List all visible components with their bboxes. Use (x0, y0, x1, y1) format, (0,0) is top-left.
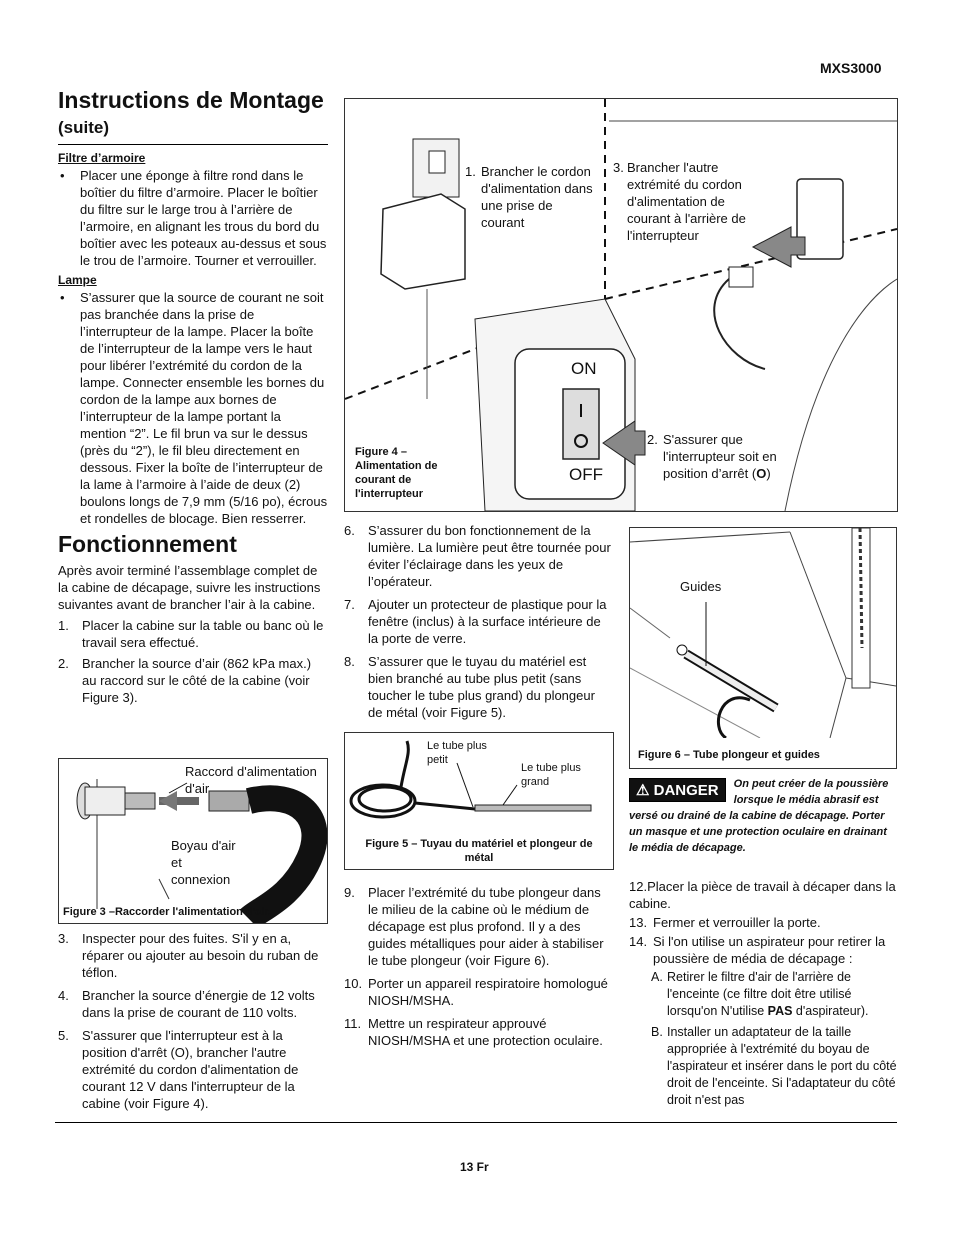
step-item: 14. Si l'on utilise un aspirateur pour retirer la poussière de média de décapage : (629, 934, 886, 966)
warning-triangle-icon: ⚠ (636, 782, 650, 799)
fonctionnement-heading: Fonctionnement (58, 531, 237, 557)
step-item: 7. Ajouter un protecteur de plastique pour la fenêtre (inclus) à la surface intérieure de la porte de verre. (344, 597, 607, 646)
danger-badge: ⚠ DANGER (629, 778, 726, 802)
off-label: OFF (569, 465, 603, 484)
column-middle (344, 522, 612, 725)
fig4-step1-num: 1. (465, 164, 476, 179)
step-item: 5. S'assurer que l'interrupteur est à la position d'arrêt (O), brancher l'autre extrémité du cordon d'alimentation de courant 12 V dans l'interrupteur de la cabine (voir Figure 4). (58, 1028, 299, 1111)
figure-5 (344, 732, 614, 870)
step-item: 4. Brancher la source d’énergie de 12 volts dans la prise de courant de 110 volts. (58, 988, 315, 1020)
step-item: 6. S’assurer du bon fonctionnement de la lumière. La lumière peut être tournée pour éviter l’éclairage dans les yeux de l’opérateur. (344, 523, 611, 589)
step-item: 13. Fermer et verrouiller la porte. (629, 915, 821, 930)
fig4-step2-num: 2. (647, 432, 658, 447)
figure-3 (58, 758, 328, 924)
lampe-text: • S’assurer que la source de courant ne soit pas branchée dans la prise de l’interrupteur de la lampe. Placer la boîte de l’interrupteur de la lampe vers le haut pour libérer l’extrémité du cordon de la lampe. Connecter ensemble les bornes du cordon de la lampe aux bornes de l’interrupteur de la lampe portant la mention “2”. Le fil brun va sur le dessus (près du “2”), le fil bleu directement en dessous. Fixer la boîte de l’interrupteur de la lame à l’armoire à l’aide de deux (2) boulons longs de 7,9 mm (5/16 po), écrous et rondelles de blocage. Bien resserrer. (58, 289, 328, 527)
filtre-text: • Placer une éponge à filtre rond dans le boîtier du filtre d’armoire. Placer le boîtier du filtre sur le large trou à l’arrière de l’armoire, en alignant les trous du bord du boîtier avec les poteaux au-dessus et sous le trou de l’armoire. Tourner et verrouiller. (58, 167, 328, 269)
figure-6-caption: Figure 6 – Tube plongeur et guides (638, 749, 820, 761)
on-label: ON (571, 359, 597, 378)
figure-3-caption: Figure 3 –Raccorder l'alimentation d'air. (63, 906, 272, 918)
column-right (629, 878, 897, 1109)
column-left (58, 88, 328, 710)
fig3-label-boyau: Boyau d'air et connexion (171, 838, 236, 887)
fig4-step2-label: S'assurer que l'interrupteur soit en position d’arrêt (O) (663, 432, 777, 481)
step-item: 2. Brancher la source d’air (862 kPa max.) au raccord sur le côté de la cabine (voir Figure 3). (58, 656, 312, 705)
fig4-step3-label: Brancher l'autre extrémité du cordon d'alimentation de courant à l'arrière de l'interrupteur (627, 160, 746, 243)
fig5-label-small: Le tube plus petit (427, 740, 487, 766)
page-title: Instructions de Montage (suite) (58, 87, 324, 137)
step-item: 8. S’assurer que le tuyau du matériel est bien branché au tube plus petit (sans toucher le tube plus grand) du plongeur de métal (voir Figure 5). (344, 654, 595, 720)
column-left-lower (58, 930, 328, 1116)
figure-5-caption: Figure 5 – Tuyau du matériel et plongeur de métal (365, 838, 593, 864)
fig4-step1-label: Brancher le cordon d'alimentation dans une prise de courant (481, 164, 593, 230)
title-rule (58, 144, 328, 145)
steps-list-a (58, 617, 328, 706)
step-item: 9. Placer l’extrémité du tube plongeur dans le milieu de la cabine où le médium de décapage est plus profond. Il y a des guides métalliques pour aider à stabiliser le tube plongeur (voir Figure 6). (344, 885, 604, 968)
footer-rule (55, 1122, 897, 1123)
step-item: 3. Inspecter pour des fuites. S'il y en a, réparer ou ajouter au besoin du ruban de téflon. (58, 931, 319, 980)
model-number: MXS3000 (820, 60, 882, 76)
fig3-label-raccord: Raccord d'alimentation d'air (185, 764, 317, 796)
figure-4-caption: Figure 4 – Alimentation de courant de l'interrupteur (355, 446, 438, 500)
fig6-label-guides: Guides (680, 579, 722, 594)
danger-text: On peut créer de la poussière lorsque le média abrasif est versé ou drainé de la cabine de décapage. Porter un masque et une protection oculaire en drainant le média de décapage. (629, 778, 889, 854)
step-item: 11. Mettre un respirateur approuvé NIOSH/MSHA et une protection oculaire. (344, 1016, 603, 1048)
figure-4 (344, 98, 898, 512)
danger-notice (629, 776, 897, 856)
filtre-heading: Filtre d’armoire (58, 151, 146, 165)
step-item: 10. Porter un appareil respiratoire homologué NIOSH/MSHA. (344, 976, 608, 1008)
step-item: 12.Placer la pièce de travail à décaper dans la cabine. (629, 879, 896, 911)
fig5-label-large: Le tube plus grand (521, 762, 581, 788)
fig4-step3-num: 3. (613, 160, 624, 175)
step-item: 1. Placer la cabine sur la table ou banc où le travail sera effectué. (58, 618, 324, 650)
column-middle-lower (344, 884, 612, 1053)
page-number: 13 Fr (460, 1160, 489, 1174)
fonctionnement-intro: Après avoir terminé l’assemblage complet de la cabine de décapage, suivre les instructions suivantes avant de brancher l’air à la cabine. (58, 563, 321, 612)
plunger-guides-illustration (630, 528, 896, 738)
sub-step-a: A. Retirer le filtre d'air de l'arrière de l'enceinte (ce filtre doit être utilisé lorsqu'on N'utilise PAS d'aspirateur). (651, 970, 869, 1018)
sub-step-b: B. Installer un adaptateur de la taille appropriée à l'extrémité du boyau de l'aspirateur et insérer dans le port du côté droit de l'enceinte. Si l'adaptateur du côté droit n'est pas (651, 1025, 897, 1107)
figure-6 (629, 527, 897, 769)
lampe-heading: Lampe (58, 273, 97, 287)
